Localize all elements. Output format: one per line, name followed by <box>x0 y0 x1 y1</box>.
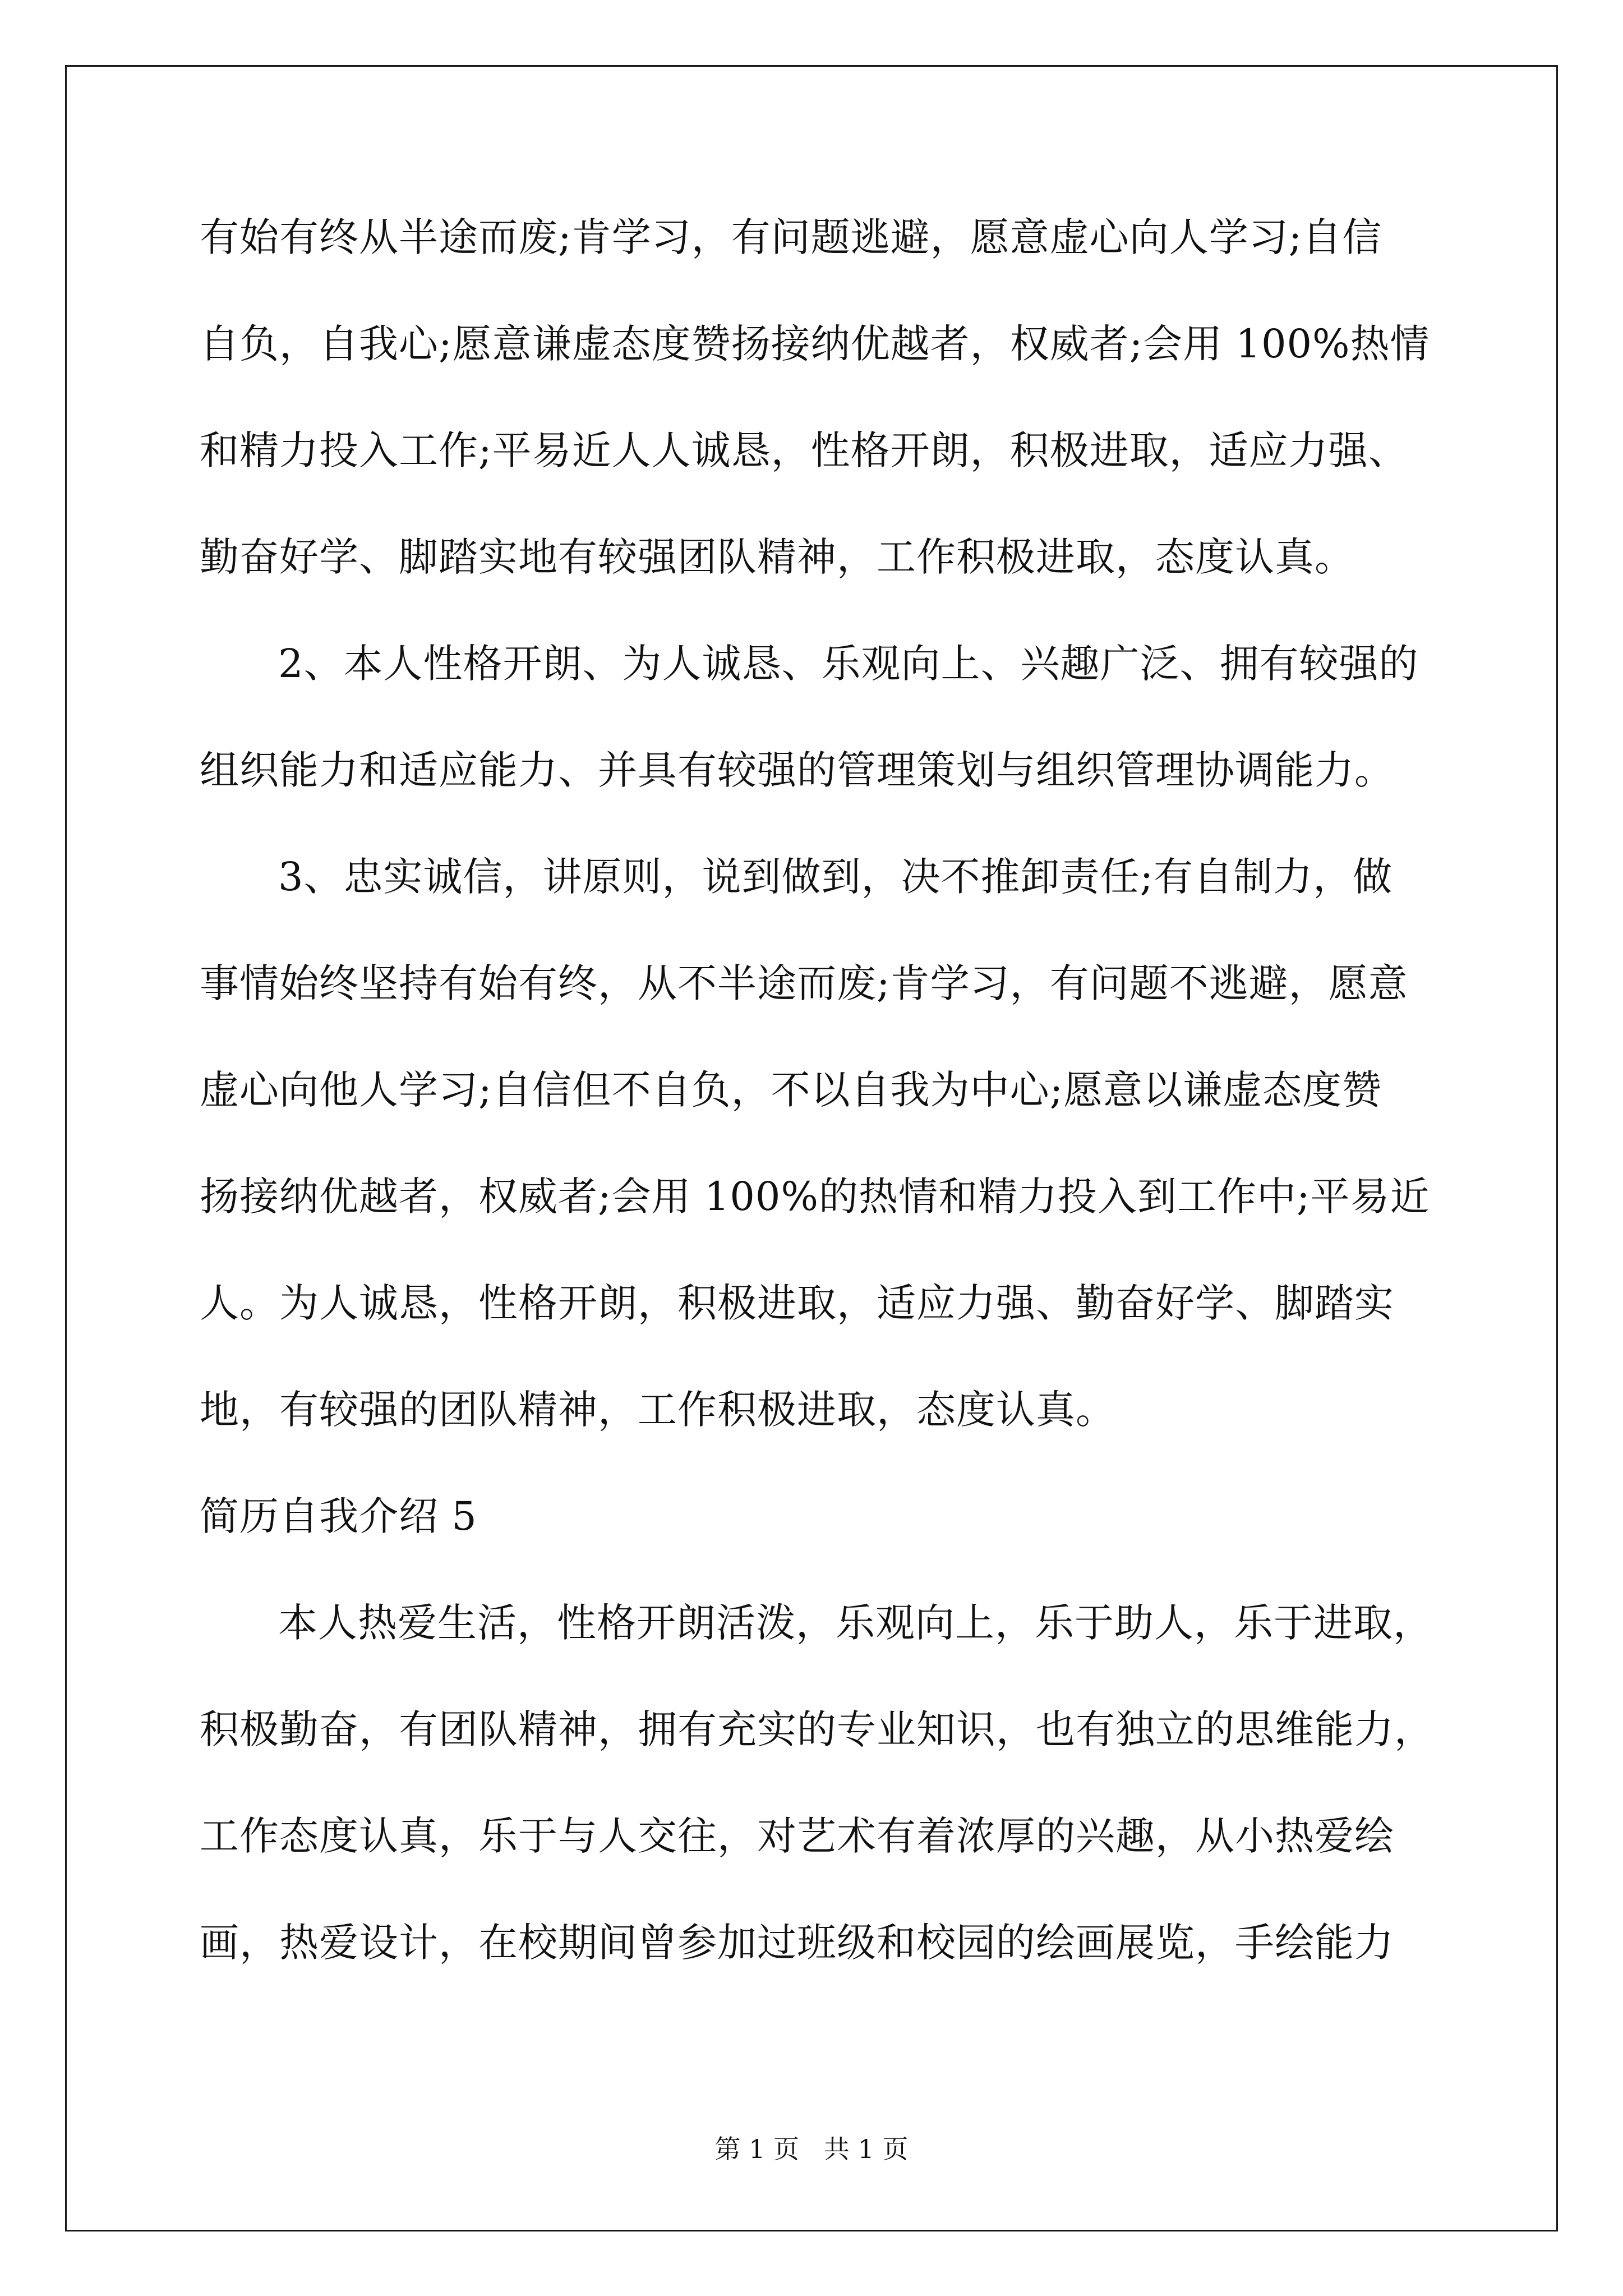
paragraph-line: 3、忠实诚信，讲原则，说到做到，决不推卸责任;有自制力，做 <box>278 854 1393 900</box>
page-footer: 第 1 页 共 1 页 <box>714 2134 909 2164</box>
document-body <box>200 214 1456 2030</box>
paragraph-line: 本人热爱生活，性格开朗活泼，乐观向上，乐于助人，乐于进取， <box>278 1600 1433 1646</box>
paragraph-line: 自负，自我心;愿意谦虚态度赞扬接纳优越者，权威者;会用 100%热情 <box>200 321 1430 367</box>
paragraph-line: 组织能力和适应能力、并具有较强的管理策划与组织管理协调能力。 <box>200 747 1394 793</box>
paragraph-line: 虚心向他人学习;自信但不自负，不以自我为中心;愿意以谦虚态度赞 <box>200 1067 1382 1113</box>
paragraph-line: 有始有终从半途而废;肯学习，有问题逃避，愿意虚心向人学习;自信 <box>200 214 1382 260</box>
paragraph-line: 画，热爱设计，在校期间曾参加过班级和校园的绘画展览，手绘能力 <box>200 1920 1394 1966</box>
paragraph-line: 和精力投入工作;平易近人人诚恳，性格开朗，积极进取，适应力强、 <box>200 427 1408 473</box>
paragraph-line: 勤奋好学、脚踏实地有较强团队精神，工作积极进取，态度认真。 <box>200 534 1354 580</box>
paragraph-line: 人。为人诚恳，性格开朗，积极进取，适应力强、勤奋好学、脚踏实 <box>200 1280 1394 1326</box>
paragraph-line: 工作态度认真，乐于与人交往，对艺术有着浓厚的兴趣，从小热爱绘 <box>200 1813 1394 1859</box>
paragraph-line: 地，有较强的团队精神，工作积极进取，态度认真。 <box>200 1387 1115 1433</box>
paragraph-line: 积极勤奋，有团队精神，拥有充实的专业知识，也有独立的思维能力， <box>200 1706 1434 1752</box>
section-heading: 简历自我介绍 5 <box>200 1493 477 1539</box>
paragraph-line: 扬接纳优越者，权威者;会用 100%的热情和精力投入到工作中;平易近 <box>200 1174 1430 1220</box>
paragraph-line: 2、本人性格开朗、为人诚恳、乐观向上、兴趣广泛、拥有较强的 <box>278 641 1419 687</box>
paragraph-line: 事情始终坚持有始有终，从不半途而废;肯学习，有问题不逃避，愿意 <box>200 960 1408 1006</box>
